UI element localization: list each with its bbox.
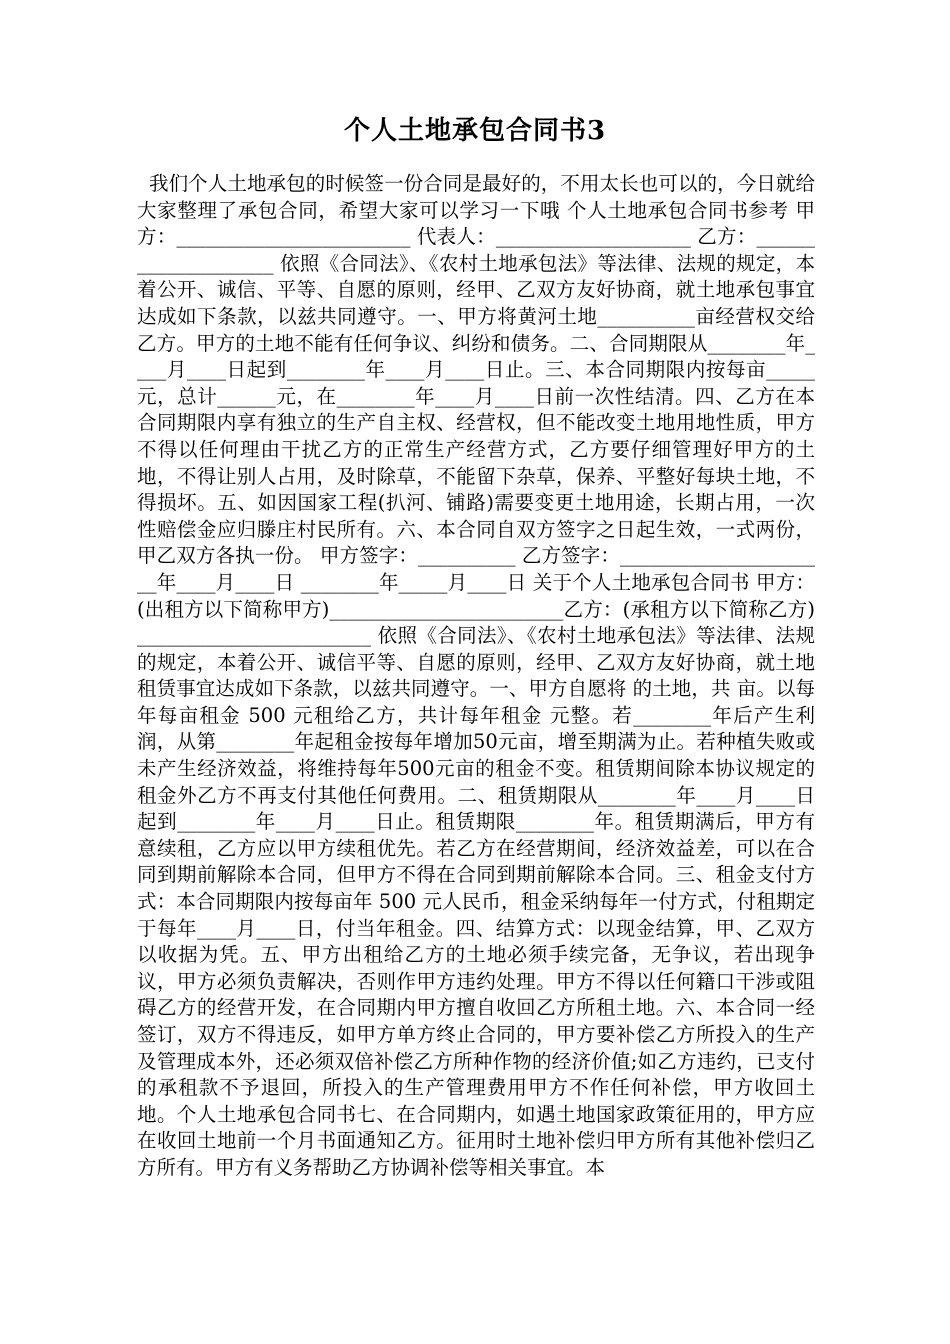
document-title: 个人土地承包合同书3 bbox=[343, 116, 607, 146]
document-body: 我们个人土地承包的时候签一份合同是最好的，不用太长也可以的，今日就给大家整理了承包合同，希望大家可以学习一下哦 个人土地承包合同书参考 甲方：________________________ 代表人：____________________ 乙方：____________________ 依照《合同法》、《农村土地承包法》等法律、法规的规定，本着公开、诚信、平等、自愿的原则，经甲、乙双方友好协商，就土地承包事宜达成如下条款，以兹共同遵守。一、甲方将黄河土地__________亩经营权交给乙方。甲方的土地不能有任何争议、纠纷和债务。二、合同期限从________年____月____日起到________年____月____日止。三、本合同期限内按每亩_____元，总计______元，在________年____月____日前一次性结清。四、乙方在本合同期限内享有独立的生产自主权、经营权，但不能改变土地用地性质，甲方不得以任何理由干扰乙方的正常生产经营方式，乙方要仔细管理好甲方的土地，不得让别人占用，及时除草，不能留下杂草，保养、平整好每块土地，不得损坏。五、如因国家工程(扒河、铺路)需要变更土地用途，长期占用，一次性赔偿金应归滕庄村民所有。六、本合同自双方签字之日起生效，一式两份，甲乙双方各执一份。 甲方签字：__________ 乙方签字：______________________年____月____日 ________年_____月____日 关于个人土地承包合同书 甲方：(出租方以下简称甲方)________________________乙方：(承租方以下简称乙方)________________________ 依照《合同法》、《农村土地承包法》等法律、法规的规定，本着公开、诚信平等、自愿的原则，经甲、乙双方友好协商，就土地租赁事宜达成如下条款，以兹共同遵守。一、甲方自愿将 的土地，共 亩。以每年每亩租金 500 元租给乙方，共计每年租金 元整。若________年后产生利润，从第________年起租金按每年增加50元亩，增至期满为止。若种植失败或未产生经济效益，将维持每年500元亩的租金不变。租赁期间除本协议规定的租金外乙方不再支付其他任何费用。二、租赁期限从________年____月____日起到________年____月____日止。租赁期限________年。租赁期满后，甲方有意续租，乙方应以甲方续租优先。若乙方在经营期间，经济效益差，可以在合同到期前解除本合同，但甲方不得在合同到期前解除本合同。三、租金支付方式：本合同期限内按每亩年 500 元人民币，租金采纳每年一付方式，付租期定于每年____月____日，付当年租金。四、结算方式：以现金结算，甲、乙双方以收据为凭。五、甲方出租给乙方的土地必须手续完备，无争议，若出现争议，甲方必须负责解决，否则作甲方违约处理。甲方不得以任何籍口干涉或阻碍乙方的经营开发，在合同期内甲方擅自收回乙方所租土地。六、本合同一经签订，双方不得违反，如甲方单方终止合同的，甲方要补偿乙方所投入的生产及管理成本外，还必须双倍补偿乙方所种作物的经济价值;如乙方违约，已支付的承租款不予退回，所投入的生产管理费用甲方不作任何补偿，甲方收回土地。个人土地承包合同书七、在合同期内，如遇土地国家政策征用的，甲方应在收回土地前一个月书面通知乙方。征用时土地补偿归甲方所有其他补偿归乙方所有。甲方有义务帮助乙方协调补偿等相关事宜。本 bbox=[137, 172, 815, 1179]
